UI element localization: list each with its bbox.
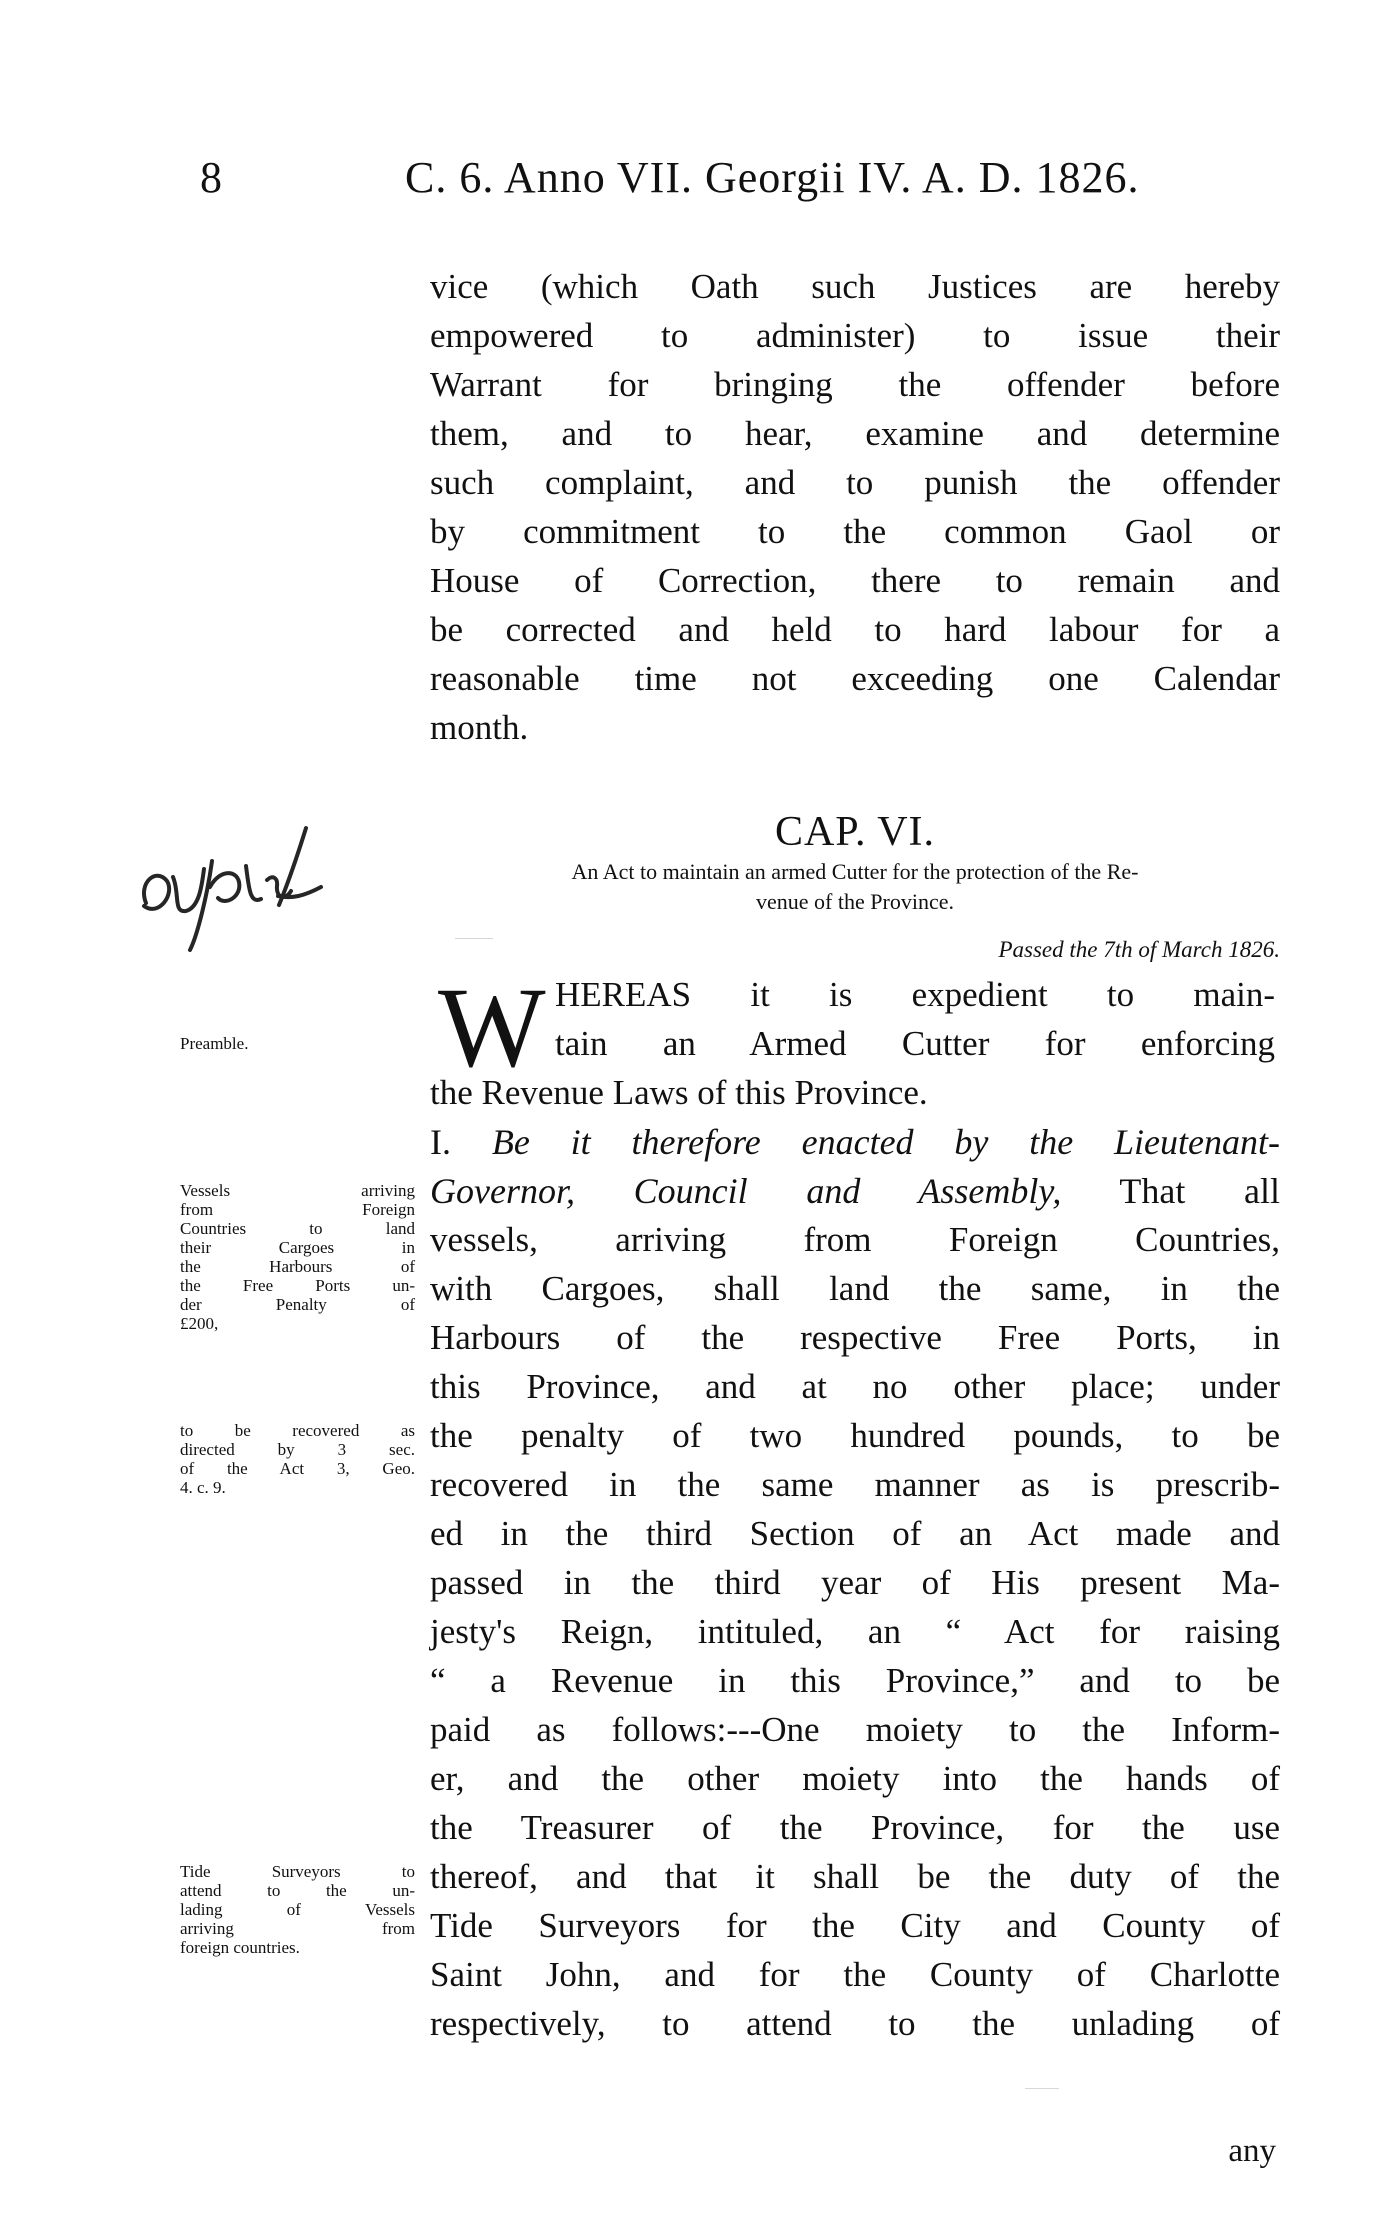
print-smudge [455, 938, 493, 939]
marginal-note-line: from Foreign [180, 1200, 415, 1219]
section-text-line: this Province, and at no other place; under [430, 1367, 1280, 1406]
running-head-title: C. 6. Anno VII. Georgii IV. A. D. 1826. [405, 153, 1140, 202]
section-text-fragment: That all [1061, 1171, 1280, 1211]
enacting-words: Be it therefore enacted by the Lieutenant- [491, 1122, 1280, 1162]
section-text-line: the Treasurer of the Province, for the use [430, 1808, 1280, 1847]
marginal-note-line: directed by 3 sec. [180, 1440, 415, 1459]
section-text-line: “ a Revenue in this Province,” and to be [430, 1661, 1280, 1700]
handwritten-expired-annotation [128, 805, 333, 960]
act-title-line: venue of the Province. [756, 889, 954, 914]
continued-text-line: month. [430, 708, 529, 747]
section-text-line: thereof, and that it shall be the duty of the [430, 1857, 1280, 1896]
legislative-body: Governor, Council and Assembly, [430, 1171, 1062, 1211]
marginal-note-line: to be recovered as [180, 1421, 415, 1440]
section-text-line: er, and the other moiety into the hands of [430, 1759, 1280, 1798]
section-text-line: passed in the third year of His present Ma- [430, 1563, 1280, 1602]
marginal-note-line: of the Act 3, Geo. [180, 1459, 415, 1478]
section-text-line: Saint John, and for the County of Charlotte [430, 1955, 1280, 1994]
marginal-note-line: their Cargoes in [180, 1238, 415, 1257]
preamble-line: HEREAS it is expedient to main- [555, 975, 1275, 1014]
continued-text-line: by commitment to the common Gaol or [430, 512, 1280, 551]
marginal-note-line: Vessels arriving [180, 1181, 415, 1200]
section-text-line: ed in the third Section of an Act made and [430, 1514, 1280, 1553]
marginal-note-line: attend to the un- [180, 1881, 415, 1900]
section-text-line: paid as follows:---One moiety to the Inform- [430, 1710, 1280, 1749]
running-head [200, 148, 1290, 208]
continued-text-line: be corrected and held to hard labour for a [430, 610, 1280, 649]
marginal-note-line: the Harbours of [180, 1257, 415, 1276]
marginal-note-line: the Free Ports un- [180, 1276, 415, 1295]
continued-text-line: vice (which Oath such Justices are hereby [430, 267, 1280, 306]
section-one-opening-line [430, 1168, 1280, 1215]
catchword: any [1228, 2133, 1276, 2169]
marginal-note-line: der Penalty of [180, 1295, 415, 1314]
continued-text-line: such complaint, and to punish the offender [430, 463, 1280, 502]
marginal-note-line: 4. c. 9. [180, 1478, 226, 1497]
section-number: I. [430, 1122, 451, 1162]
section-text-line: the penalty of two hundred pounds, to be [430, 1416, 1280, 1455]
continued-text-line: them, and to hear, examine and determine [430, 414, 1280, 453]
continued-text-line: reasonable time not exceeding one Calendar [430, 659, 1280, 698]
marginal-note-line: lading of Vessels [180, 1900, 415, 1919]
preamble-line: tain an Armed Cutter for enforcing [555, 1024, 1275, 1063]
continued-text-line: House of Correction, there to remain and [430, 561, 1280, 600]
chapter-heading: CAP. VI. [774, 809, 936, 855]
section-text-line: jesty's Reign, intituled, an “ Act for raising [430, 1612, 1280, 1651]
section-text-line: with Cargoes, shall land the same, in the [430, 1269, 1280, 1308]
section-text-line: Harbours of the respective Free Ports, in [430, 1318, 1280, 1357]
section-text-line: respectively, to attend to the unlading of [430, 2004, 1280, 2043]
drop-capital: W [438, 964, 546, 1091]
section-text-line: recovered in the same manner as is prescrib- [430, 1465, 1280, 1504]
continued-text-line: empowered to administer) to issue their [430, 316, 1280, 355]
page-number: 8 [200, 153, 223, 202]
marginal-note-line: Countries to land [180, 1219, 415, 1238]
marginal-note-line: Tide Surveyors to [180, 1862, 415, 1881]
marginal-note-preamble: Preamble. [180, 1034, 249, 1053]
print-smudge [1025, 2088, 1059, 2089]
continued-text-line: Warrant for bringing the offender before [430, 365, 1280, 404]
marginal-note-line: £200, [180, 1314, 219, 1333]
passed-date: Passed the 7th of March 1826. [998, 937, 1280, 962]
marginal-note-line: foreign countries. [180, 1938, 300, 1957]
act-title-line: An Act to maintain an armed Cutter for the protection of the Re- [571, 859, 1139, 884]
section-text-line: vessels, arriving from Foreign Countries, [430, 1220, 1280, 1259]
section-one-opening-line [430, 1119, 1280, 1166]
marginal-note-line: arriving from [180, 1919, 415, 1938]
preamble-line: the Revenue Laws of this Province. [430, 1073, 928, 1112]
section-text-line: Tide Surveyors for the City and County of [430, 1906, 1280, 1945]
